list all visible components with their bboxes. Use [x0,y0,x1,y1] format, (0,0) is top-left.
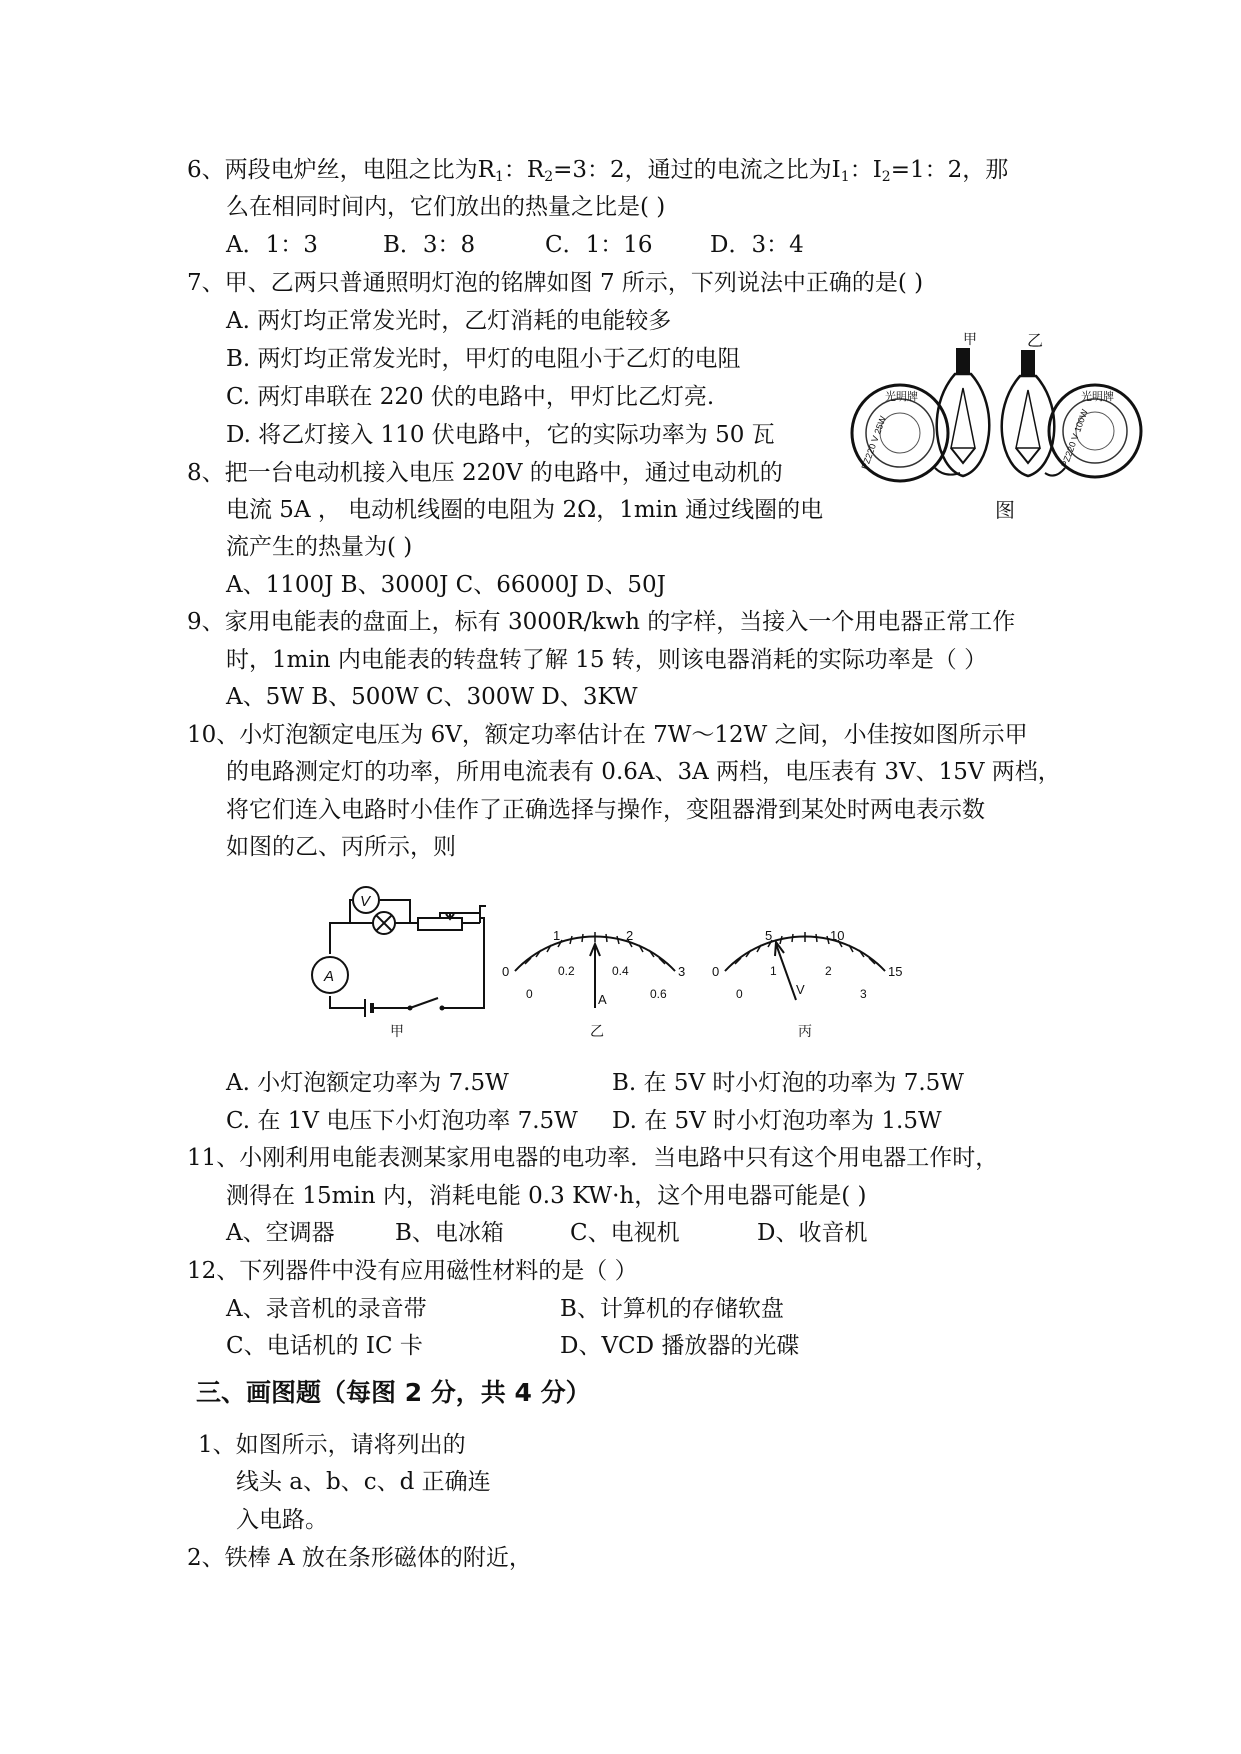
voltmeter-inner-tick-0: 0 [736,987,743,1001]
bulb-label-yi: 乙 [1027,333,1044,350]
q8-options: A、1100J B、3000J C、66000J D、50J [226,572,666,598]
q8-line1: 8、把一台电动机接入电压 220V 的电路中，通过电动机的 [187,460,783,486]
q7-option-b: B. 两灯均正常发光时，甲灯的电阻小于乙灯的电阻 [226,346,741,372]
ammeter-outer-tick-2: 2 [626,928,634,943]
q12-option-d: D、VCD 播放器的光碟 [560,1333,800,1359]
q10-option-a: A. 小灯泡额定功率为 7.5W [226,1070,509,1096]
q12-option-b: B、计算机的存储软盘 [560,1296,784,1322]
q8-line3: 流产生的热量为( ) [226,534,413,560]
voltmeter-inner-tick-3: 3 [860,987,867,1001]
q9-line2: 时，1min 内电能表的转盘转了解 15 转，则该电器消耗的实际功率是（ ） [226,647,988,673]
voltmeter-outer-tick-0: 0 [712,964,720,979]
q10-line2: 的电路测定灯的功率，所用电流表有 0.6A、3A 两档，电压表有 3V、15V 两档， [226,759,1061,785]
q10-line4: 如图的乙、丙所示，则 [226,834,456,860]
left-plate-brand: 光明牌 [885,391,918,403]
drawing-q2-line1: 2、铁棒 A 放在条形磁体的附近， [187,1545,532,1571]
q6-line2: 么在相同时间内，它们放出的热量之比是( ) [226,194,666,220]
q11-option-b: B、电冰箱 [395,1220,504,1246]
ammeter-inner-tick-0: 0 [526,987,533,1001]
voltmeter-pointer-label: V [796,982,805,997]
ammeter-inner-tick-1: 0.2 [558,964,575,978]
q11-line1: 11、小刚利用电能表测某家用电器的电功率．当电路中只有这个用电器工作时， [187,1145,999,1171]
voltmeter-symbol [353,887,379,913]
ammeter-outer-tick-0: 0 [502,964,510,979]
drawing-q1-line2: 线头 a、b、c、d 正确连 [236,1469,491,1495]
q6-line1: 6、两段电炉丝，电阻之比为$R_1$：$R_2=3$：2，通过的电流之比为$I_1$：$I_2=1$：2，那 [187,157,1009,185]
voltmeter-dial [712,928,902,1039]
q12-option-c: C、电话机的 IC 卡 [226,1333,423,1359]
q10-line1: 10、小灯泡额定电压为 6V，额定功率估计在 7W～12W 之间，小佳按如图所示甲 [187,722,1028,748]
ammeter-symbol-label: A [324,968,335,985]
right-bulb-icon [1002,350,1055,476]
q7-line1: 7、甲、乙两只普通照明灯泡的铭牌如图 7 所示，下列说法中正确的是( ) [187,270,924,296]
ammeter-pointer-label: A [598,992,607,1007]
right-nameplate [1049,385,1141,477]
lamp-symbol [373,912,395,934]
q9-line1: 9、家用电能表的盘面上，标有 3000R/kwh 的字样，当接入一个用电器正常工作 [187,609,1016,635]
right-plate-brand: 光明牌 [1081,391,1114,403]
ammeter-outer-tick-3: 3 [678,964,686,979]
circuit-caption: 甲 [390,1023,404,1039]
bulb-label-jia: 甲 [963,331,977,347]
ammeter-caption: 乙 [590,1023,604,1039]
section-heading: 三、画图题（每图 2 分，共 4 分） [196,1378,591,1407]
bulb-figure-caption: 图 [995,500,1015,522]
voltmeter-inner-tick-2: 2 [825,964,832,978]
voltmeter-outer-tick-2: 10 [830,928,845,943]
ammeter-inner-tick-3: 0.6 [650,987,667,1001]
voltmeter-outer-tick-3: 15 [888,964,903,979]
q6-option-d: D．3：4 [710,232,804,258]
voltmeter-inner-tick-1: 1 [770,964,777,978]
right-plate-text: PZ220 V 100W [1059,407,1090,469]
left-nameplate [852,385,948,481]
circuit-meters-figure [300,878,940,1043]
bulb-figure [845,328,1145,523]
drawing-q1-line3: 入电路。 [236,1507,328,1533]
battery-symbol [365,999,372,1017]
ammeter-dial [502,928,685,1039]
ammeter-outer-tick-1: 1 [553,928,561,943]
voltmeter-caption: 丙 [798,1023,812,1039]
q6-option-a: A．1：3 [226,232,318,258]
q6-option-c: C．1：16 [545,232,653,258]
circuit-diagram [330,900,486,1008]
q11-line2: 测得在 15min 内，消耗电能 0.3 KW·h，这个用电器可能是( ) [226,1183,867,1209]
q8-line2: 电流 5A ， 电动机线圈的电阻为 2Ω，1min 通过线圈的电 [226,497,824,523]
q7-option-d: D. 将乙灯接入 110 伏电路中，它的实际功率为 50 瓦 [226,422,775,448]
q7-option-c: C. 两灯串联在 220 伏的电路中，甲灯比乙灯亮. [226,384,715,410]
q11-option-c: C、电视机 [570,1220,680,1246]
ammeter-inner-tick-2: 0.4 [612,964,629,978]
drawing-q1-line1: 1、如图所示，请将列出的 [198,1432,466,1458]
q10-option-d: D. 在 5V 时小灯泡功率为 1.5W [612,1108,942,1134]
q6-option-b: B．3：8 [383,232,476,258]
q11-option-a: A、空调器 [226,1220,335,1246]
q9-options: A、5W B、500W C、300W D、3KW [226,684,638,710]
ammeter-symbol [312,957,348,993]
q7-option-a: A. 两灯均正常发光时，乙灯消耗的电能较多 [226,308,672,334]
q10-line3: 将它们连入电路时小佳作了正确选择与操作，变阻器滑到某处时两电表示数 [226,797,985,823]
left-plate-text: PZ220 V 25W [859,414,889,471]
voltmeter-outer-tick-1: 5 [765,928,773,943]
voltmeter-symbol-label: V [360,893,371,910]
q11-option-d: D、收音机 [757,1220,868,1246]
q12-line1: 12、下列器件中没有应用磁性材料的是（ ） [187,1258,638,1284]
q12-option-a: A、录音机的录音带 [226,1296,427,1322]
voltmeter-pointer [775,942,796,1000]
q10-option-c: C. 在 1V 电压下小灯泡功率 7.5W [226,1108,578,1134]
q10-option-b: B. 在 5V 时小灯泡的功率为 7.5W [612,1070,964,1096]
